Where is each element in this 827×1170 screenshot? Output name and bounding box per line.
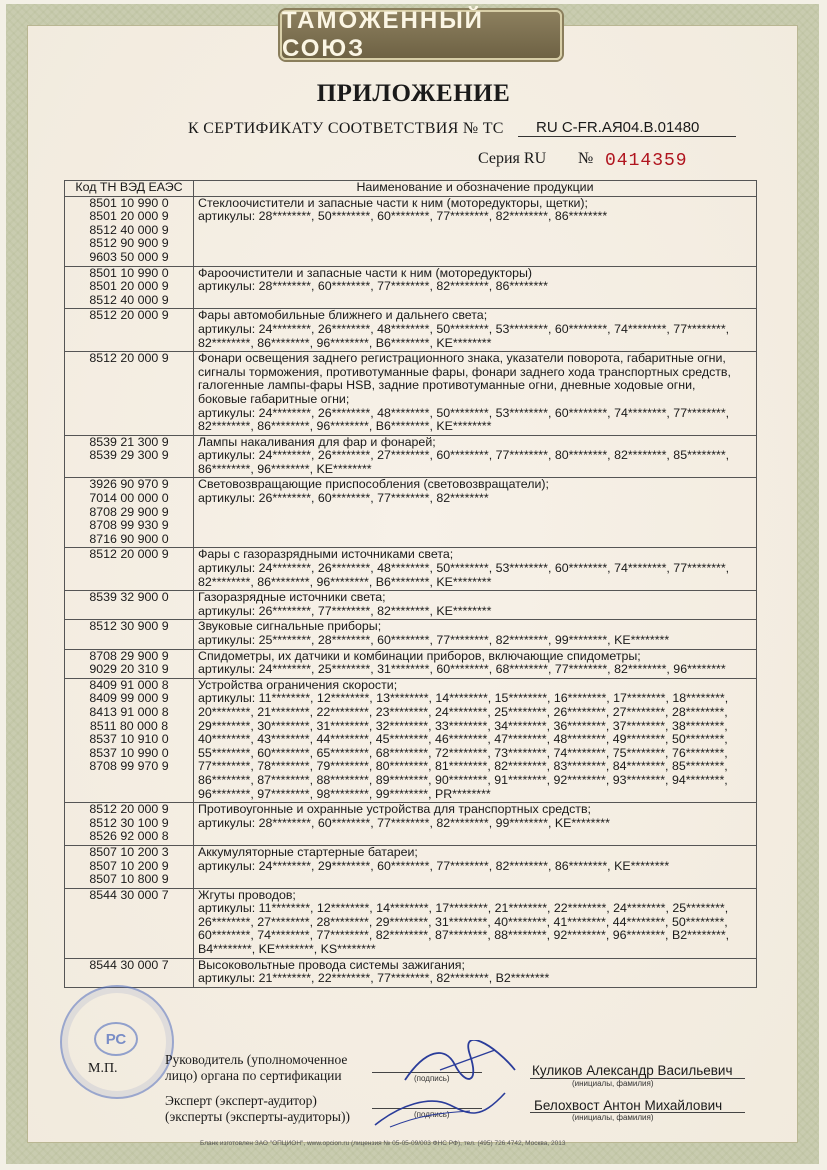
product-description-cell bbox=[194, 352, 757, 436]
product-codes-cell bbox=[65, 591, 194, 620]
seal-place-label: М.П. bbox=[88, 1061, 118, 1076]
description-line: Фароочистители и запасные части к ним (моторедукторы) bbox=[198, 266, 533, 280]
description-line: Устройства ограничения скорости; bbox=[198, 678, 398, 692]
hs-code: 8512 40 000 9 bbox=[89, 292, 169, 307]
product-description-cell bbox=[194, 958, 757, 987]
hs-code: 8413 91 000 8 bbox=[89, 704, 169, 719]
products-table bbox=[64, 180, 757, 988]
description-line: артикулы: 28********, 60********, 77********, 82********, 99********, KE******** bbox=[198, 816, 610, 830]
description-line: Спидометры, их датчики и комбинации приборов, включающие спидометры; bbox=[198, 649, 641, 663]
hs-code: 8708 99 970 9 bbox=[89, 759, 169, 774]
product-codes-cell bbox=[65, 435, 194, 478]
hs-code: 8708 29 900 9 bbox=[89, 504, 169, 519]
head-label-line-1: Руководитель (уполномоченное bbox=[165, 1052, 348, 1067]
product-codes-cell bbox=[65, 196, 194, 266]
product-codes-cell bbox=[65, 845, 194, 888]
table-row bbox=[65, 888, 757, 958]
product-codes-cell bbox=[65, 266, 194, 309]
description-line: Газоразрядные источники света; bbox=[198, 591, 386, 605]
product-description-cell bbox=[194, 649, 757, 678]
document-subtitle: К СЕРТИФИКАТУ СООТВЕТСТВИЯ № ТС bbox=[188, 120, 504, 137]
description-line: сигналы торможения, противотуманные фары, фонари заднего хода транспортных средств, bbox=[198, 365, 731, 379]
table-body bbox=[65, 196, 757, 987]
hs-code: 8512 20 000 9 bbox=[89, 802, 169, 817]
description-line: 55********, 60********, 65********, 68********, 72********, 73********, 74********, 75********, 76********, bbox=[198, 746, 728, 760]
description-line: Жгуты проводов; bbox=[198, 888, 296, 902]
product-description-cell bbox=[194, 266, 757, 309]
description-line: боковые габаритные огни; bbox=[198, 392, 350, 406]
description-line: 20********, 21********, 22********, 23********, 24********, 25********, 26********, 27********, 28********, bbox=[198, 705, 728, 719]
hs-code: 3926 90 970 9 bbox=[89, 477, 169, 492]
product-description-cell bbox=[194, 196, 757, 266]
product-codes-cell bbox=[65, 548, 194, 591]
head-signature bbox=[400, 1040, 520, 1090]
document-title: ПРИЛОЖЕНИЕ bbox=[316, 80, 511, 107]
form-footer: Бланк изготовлен ЗАО "ОПЦИОН", www.opcion.ru (лицензия № 05-05-09/003 ФНС РФ), тел. (495) 726 4742, Москва, 2013 bbox=[200, 1140, 566, 1147]
description-line: артикулы: 24********, 26********, 48********, 50********, 53********, 60********, 74********, 77********, bbox=[198, 406, 730, 420]
hs-code: 8526 92 000 8 bbox=[89, 829, 169, 844]
hs-code: 8537 10 910 0 bbox=[89, 732, 169, 747]
expert-initials-caption: (инициалы, фамилия) bbox=[572, 1113, 654, 1122]
table-row bbox=[65, 678, 757, 802]
description-line: артикулы: 25********, 28********, 60********, 77********, 82********, 99********, KE******** bbox=[198, 634, 670, 647]
table-row bbox=[65, 196, 757, 266]
table-row bbox=[65, 845, 757, 888]
hs-code: 8544 30 000 7 bbox=[89, 957, 169, 972]
description-line: B4********, KE********, KS******** bbox=[198, 943, 376, 957]
hs-code: 8539 32 900 0 bbox=[89, 590, 169, 605]
series-label: Серия RU bbox=[478, 150, 547, 167]
description-line: Противоугонные и охранные устройства для транспортных средств; bbox=[198, 803, 591, 817]
expert-label bbox=[165, 1093, 350, 1125]
hs-code: 9603 50 000 9 bbox=[89, 249, 169, 264]
description-line: Фары автомобильные ближнего и дальнего света; bbox=[198, 309, 488, 323]
expert-signature bbox=[370, 1085, 510, 1135]
product-codes-cell bbox=[65, 352, 194, 436]
description-line: артикулы: 11********, 12********, 14********, 17********, 21********, 22********, 24********, 25********, bbox=[198, 902, 729, 916]
description-line: галогенные лампы-фары HSB, задние противотуманные огни, дневные ходовые огни, bbox=[198, 379, 696, 393]
table-row bbox=[65, 352, 757, 436]
hs-code: 8539 21 300 9 bbox=[89, 434, 169, 449]
table-row bbox=[65, 266, 757, 309]
description-line: Аккумуляторные стартерные батареи; bbox=[198, 845, 418, 859]
description-line: артикулы: 26********, 60********, 77********, 82******** bbox=[198, 492, 489, 506]
hs-code: 8512 30 900 9 bbox=[89, 619, 169, 634]
column-header-name: Наименование и обозначение продукции bbox=[194, 181, 757, 197]
hs-code: 8537 10 990 0 bbox=[89, 745, 169, 760]
expert-signature-caption: (подпись) bbox=[414, 1110, 450, 1119]
table-row bbox=[65, 803, 757, 846]
product-description-cell bbox=[194, 678, 757, 802]
product-description-cell bbox=[194, 309, 757, 352]
hs-code: 8512 20 000 9 bbox=[89, 351, 169, 366]
hs-code: 8716 90 900 0 bbox=[89, 531, 169, 546]
description-line: артикулы: 26********, 77********, 82********, KE******** bbox=[198, 604, 492, 618]
table-row bbox=[65, 435, 757, 478]
hs-code: 8512 90 900 9 bbox=[89, 236, 169, 251]
description-line: Звуковые сигнальные приборы; bbox=[198, 620, 382, 634]
product-description-cell bbox=[194, 845, 757, 888]
certificate-number: RU C-FR.АЯ04.В.01480 bbox=[518, 119, 736, 137]
hs-code: 8512 40 000 9 bbox=[89, 222, 169, 237]
banner-text: ТАМОЖЕННЫЙ СОЮЗ bbox=[282, 7, 484, 62]
series-number-label: № bbox=[578, 150, 594, 167]
description-line: 40********, 43********, 44********, 45********, 46********, 47********, 48********, 49********, 50********, bbox=[198, 733, 728, 747]
hs-code: 8501 20 000 9 bbox=[89, 209, 169, 224]
product-description-cell bbox=[194, 478, 757, 548]
description-line: артикулы: 28********, 60********, 77********, 82********, 86******** bbox=[198, 280, 548, 294]
hs-code: 8507 10 800 9 bbox=[89, 872, 169, 887]
product-description-cell bbox=[194, 591, 757, 620]
product-codes-cell bbox=[65, 478, 194, 548]
table-row bbox=[65, 591, 757, 620]
expert-name: Белохвост Антон Михайлович bbox=[534, 1098, 723, 1113]
product-codes-cell bbox=[65, 803, 194, 846]
hs-code: 7014 00 000 0 bbox=[89, 491, 169, 506]
product-codes-cell bbox=[65, 678, 194, 802]
series-number: 0414359 bbox=[605, 151, 688, 171]
description-line: артикулы: 24********, 29********, 60********, 77********, 82********, 86********, KE******** bbox=[198, 859, 670, 873]
description-line: Фонари освещения заднего регистрационного знака, указатели поворота, габаритные огни, bbox=[198, 352, 726, 366]
hs-code: 9029 20 310 9 bbox=[89, 662, 169, 677]
table-row bbox=[65, 649, 757, 678]
table-row bbox=[65, 309, 757, 352]
description-line: 26********, 27********, 28********, 29********, 31********, 40********, 41********, 44********, 50********, bbox=[198, 915, 728, 929]
hs-code: 8512 20 000 9 bbox=[89, 308, 169, 323]
hs-code: 8501 20 000 9 bbox=[89, 279, 169, 294]
hs-code: 8501 10 990 0 bbox=[89, 195, 169, 210]
product-description-cell bbox=[194, 548, 757, 591]
description-line: 77********, 78********, 79********, 80********, 81********, 82********, 83********, 84********, 85********, bbox=[198, 760, 728, 774]
description-line: Световозвращающие приспособления (световозвращатели); bbox=[198, 478, 549, 492]
hs-code: 8507 10 200 3 bbox=[89, 844, 169, 859]
hs-code: 8409 91 000 8 bbox=[89, 677, 169, 692]
product-codes-cell bbox=[65, 958, 194, 987]
description-line: 82********, 86********, 96********, B6********, KE******** bbox=[198, 420, 492, 434]
head-label-line-2: лицо) органа по сертификации bbox=[165, 1068, 342, 1083]
hs-code: 8511 80 000 8 bbox=[89, 718, 169, 733]
product-description-cell bbox=[194, 803, 757, 846]
description-line: артикулы: 21********, 22********, 77********, 82********, B2******** bbox=[198, 972, 550, 986]
table-row bbox=[65, 478, 757, 548]
head-signature-caption: (подпись) bbox=[414, 1074, 450, 1083]
description-line: артикулы: 24********, 25********, 31********, 60********, 68********, 77********, 82********, 96******** bbox=[198, 663, 726, 677]
description-line: артикулы: 24********, 26********, 48********, 50********, 53********, 60********, 74********, 77********, bbox=[198, 562, 730, 576]
product-description-cell bbox=[194, 435, 757, 478]
table-row bbox=[65, 548, 757, 591]
hs-code: 8708 29 900 9 bbox=[89, 648, 169, 663]
description-line: 96********, 97********, 98********, 99********, PR******** bbox=[198, 787, 491, 801]
description-line: 86********, 87********, 88********, 89********, 90********, 91********, 92********, 93********, 94********, bbox=[198, 773, 728, 787]
head-initials-caption: (инициалы, фамилия) bbox=[572, 1079, 654, 1088]
hs-code: 8544 30 000 7 bbox=[89, 887, 169, 902]
column-header-code: Код ТН ВЭД ЕАЭС bbox=[65, 181, 194, 197]
product-codes-cell bbox=[65, 649, 194, 678]
description-line: 82********, 86********, 96********, B6********, KE******** bbox=[198, 575, 492, 589]
hs-code: 8409 99 000 9 bbox=[89, 691, 169, 706]
description-line: 29********, 30********, 31********, 32********, 33********, 34********, 36********, 37********, 38********, bbox=[198, 719, 728, 733]
description-line: Высоковольтные провода системы зажигания; bbox=[198, 958, 465, 972]
hs-code: 8539 29 300 9 bbox=[89, 448, 169, 463]
description-line: Лампы накаливания для фар и фонарей; bbox=[198, 435, 436, 449]
head-label bbox=[165, 1052, 347, 1084]
head-name: Куликов Александр Васильевич bbox=[532, 1063, 733, 1078]
certification-logo-icon: РС bbox=[94, 1022, 138, 1056]
product-codes-cell bbox=[65, 620, 194, 649]
table-row bbox=[65, 620, 757, 649]
hs-code: 8507 10 200 9 bbox=[89, 858, 169, 873]
product-codes-cell bbox=[65, 888, 194, 958]
product-codes-cell bbox=[65, 309, 194, 352]
hs-code: 8512 20 000 9 bbox=[89, 547, 169, 562]
description-line: артикулы: 28********, 50********, 60********, 77********, 82********, 86******** bbox=[198, 210, 608, 224]
product-description-cell bbox=[194, 888, 757, 958]
description-line: артикулы: 11********, 12********, 13********, 14********, 15********, 16********, 17********, 18********, bbox=[198, 692, 729, 706]
table-header-row bbox=[65, 181, 757, 197]
hs-code: 8708 99 930 9 bbox=[89, 518, 169, 533]
customs-union-banner bbox=[280, 7, 562, 62]
description-line: 82********, 86********, 96********, B6********, KE******** bbox=[198, 336, 492, 350]
hs-code: 8501 10 990 0 bbox=[89, 265, 169, 280]
description-line: Фары с газоразрядными источниками света; bbox=[198, 548, 454, 562]
table-row bbox=[65, 958, 757, 987]
description-line: Стеклоочистители и запасные части к ним (моторедукторы, щетки); bbox=[198, 196, 588, 210]
description-line: артикулы: 24********, 26********, 48********, 50********, 53********, 60********, 74********, 77********, bbox=[198, 322, 730, 336]
description-line: 60********, 74********, 77********, 82********, 87********, 88********, 92********, 96********, B2********, bbox=[198, 929, 730, 943]
product-description-cell bbox=[194, 620, 757, 649]
expert-label-line-1: Эксперт (эксперт-аудитор) bbox=[165, 1093, 317, 1108]
expert-label-line-2: (эксперты (эксперты-аудиторы)) bbox=[165, 1109, 350, 1124]
description-line: артикулы: 24********, 26********, 27********, 60********, 77********, 80********, 82********, 85********, bbox=[198, 449, 730, 463]
hs-code: 8512 30 100 9 bbox=[89, 815, 169, 830]
description-line: 86********, 96********, KE******** bbox=[198, 462, 372, 476]
